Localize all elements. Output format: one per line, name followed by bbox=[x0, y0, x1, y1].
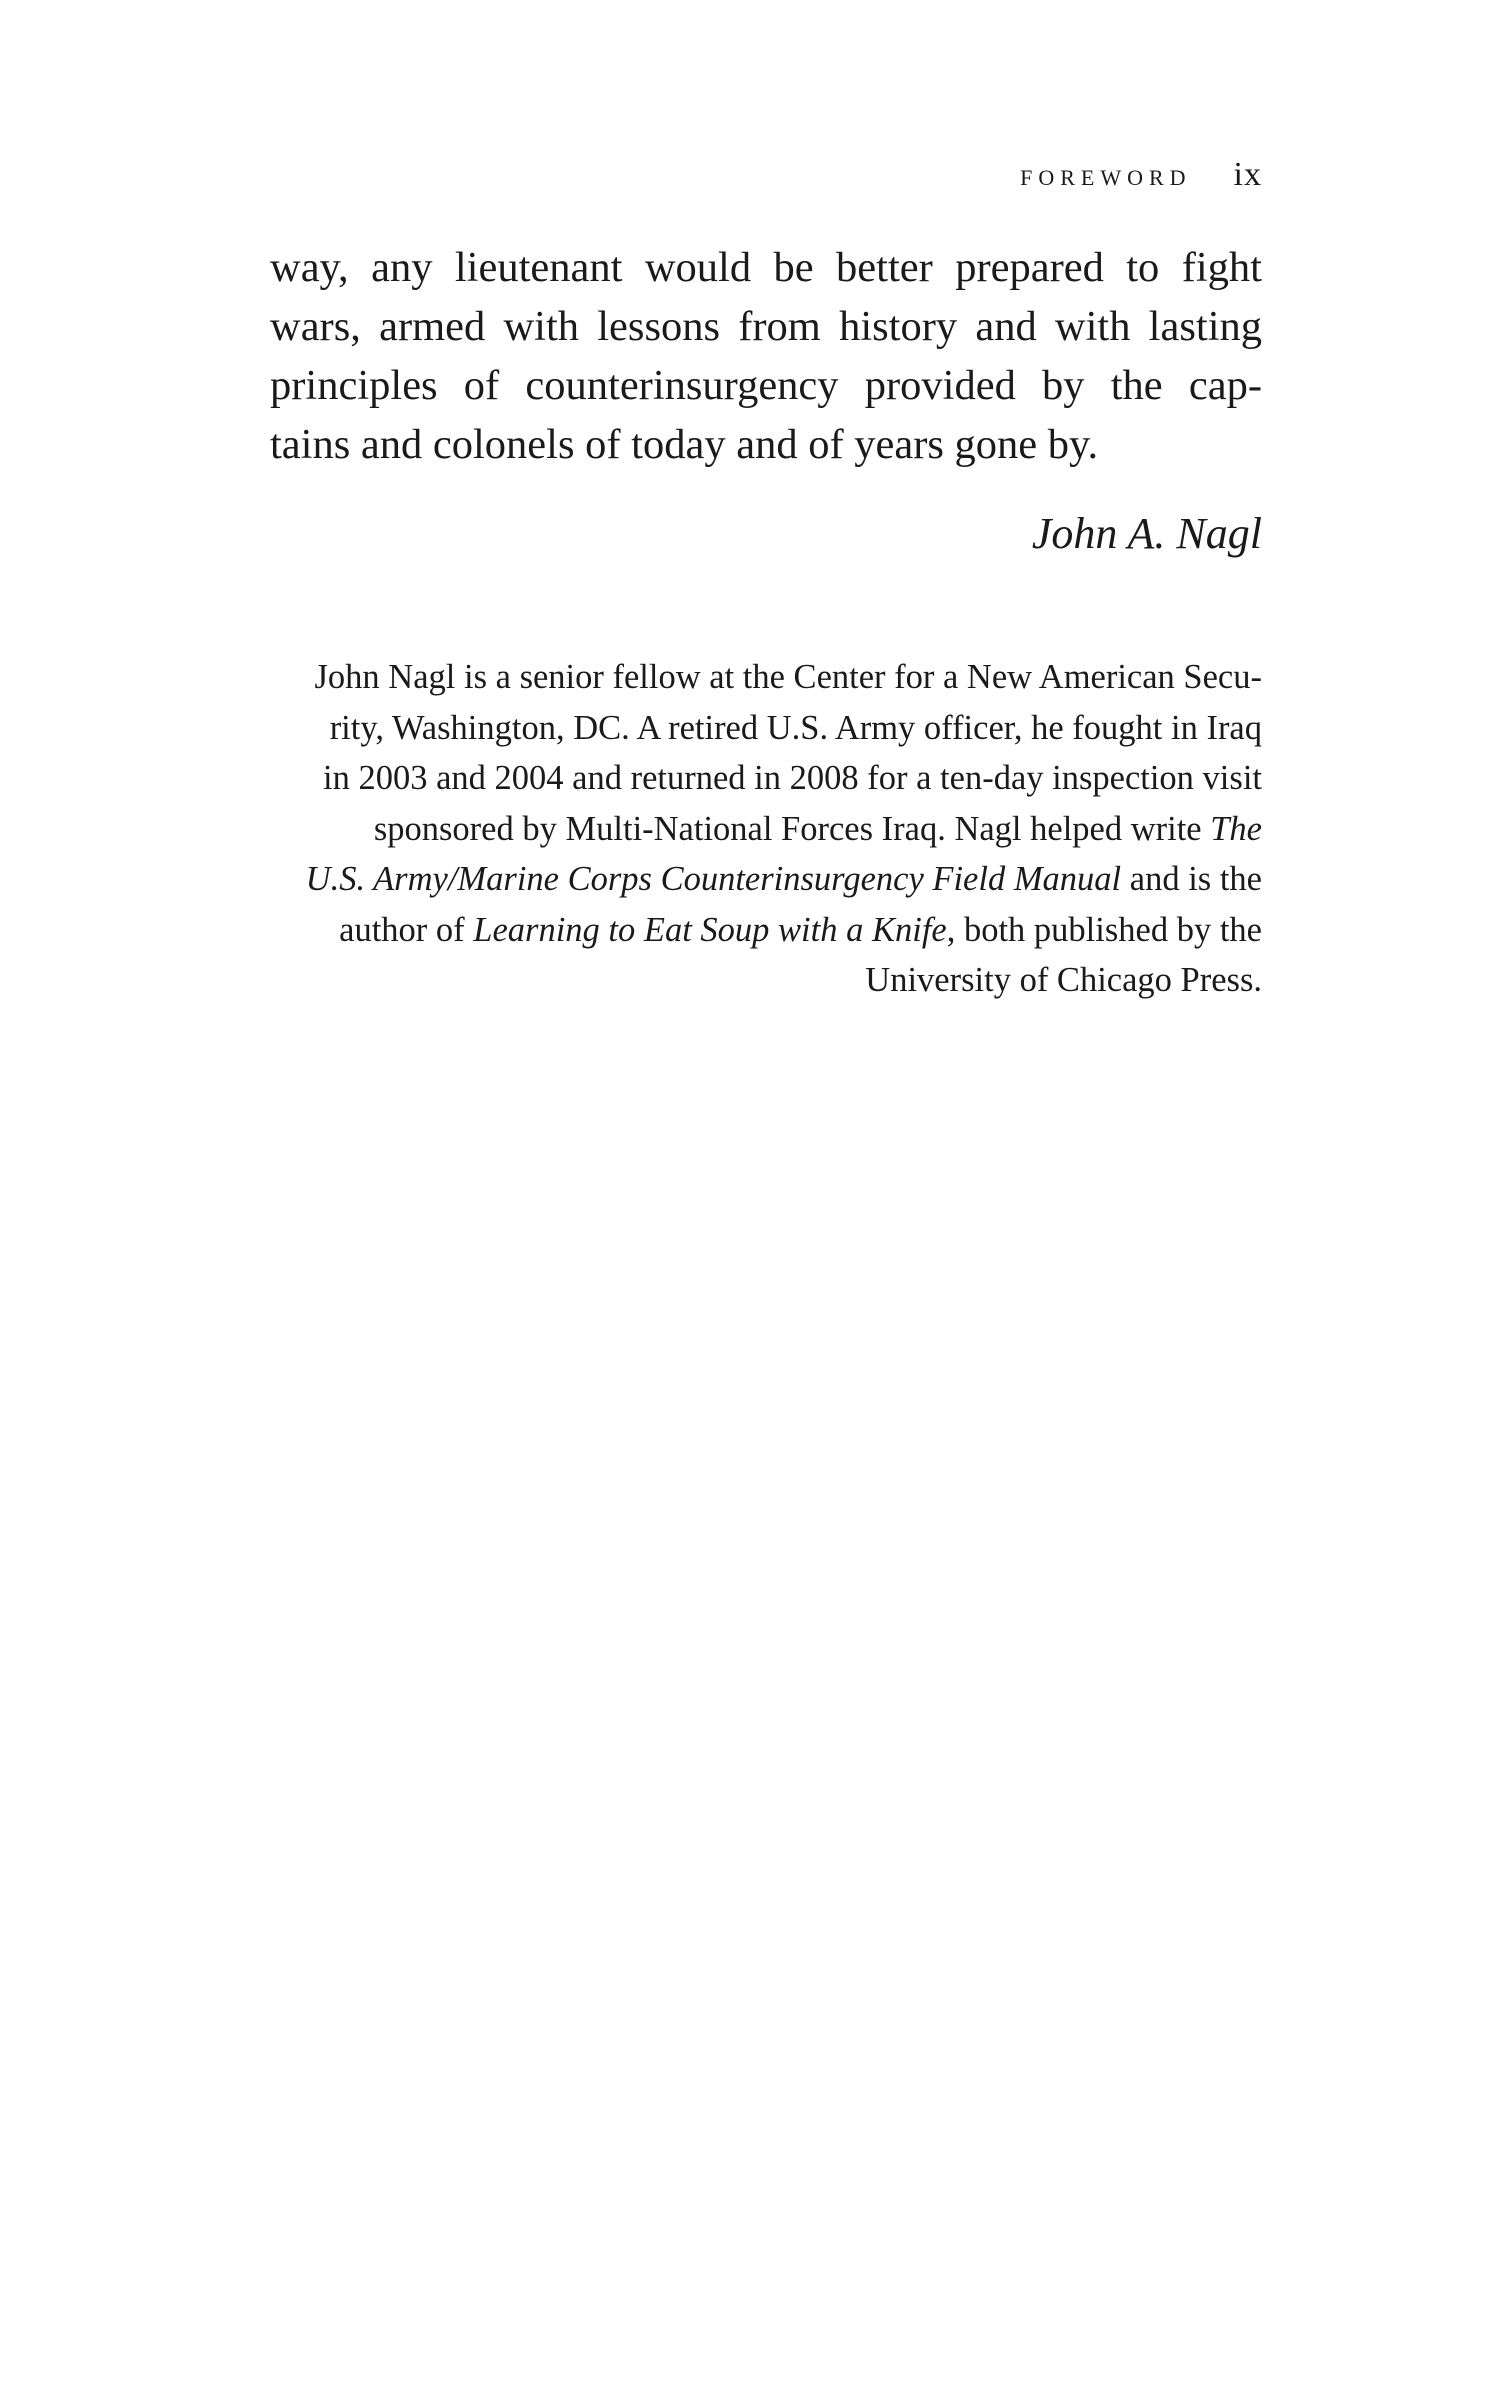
bio-text: and is the bbox=[1121, 860, 1262, 898]
body-line: tains and colonels of today and of years gone by. bbox=[270, 421, 1099, 468]
bio-line bbox=[270, 854, 1262, 905]
body-line: way, any lieutenant would be better prepared to fight bbox=[270, 244, 1262, 291]
bio-line: rity, Washington, DC. A retired U.S. Army officer, he fought in Iraq bbox=[329, 708, 1262, 747]
body-paragraph bbox=[270, 238, 1262, 474]
bio-line: John Nagl is a senior fellow at the Center for a New American Secu- bbox=[314, 658, 1262, 696]
bio-line: University of Chicago Press. bbox=[865, 961, 1262, 999]
book-title: The bbox=[1210, 809, 1262, 848]
bio-text: sponsored by Multi-National Forces Iraq. Nagl helped write bbox=[373, 809, 1211, 848]
book-title: U.S. Army/Marine Corps Counterinsurgency Field Manual bbox=[305, 860, 1122, 898]
book-title: Learning to Eat Soup with a Knife bbox=[473, 910, 947, 949]
page-number: ix bbox=[1233, 156, 1262, 193]
running-head-section: FOREWORD bbox=[1020, 165, 1192, 190]
body-line: wars, armed with lessons from history and with lasting bbox=[270, 303, 1262, 350]
bio-text: author of bbox=[339, 910, 474, 949]
bio-text: , both published by the bbox=[946, 910, 1262, 949]
bio-line bbox=[270, 905, 1262, 956]
author-signature: John A. Nagl bbox=[1031, 509, 1262, 558]
body-line: principles of counterinsurgency provided by the cap- bbox=[270, 362, 1262, 409]
bio-line bbox=[270, 804, 1262, 855]
author-bio bbox=[270, 652, 1262, 1006]
running-head bbox=[1020, 158, 1262, 192]
bio-line: in 2003 and 2004 and returned in 2008 for a ten-day inspection visit bbox=[323, 759, 1262, 797]
